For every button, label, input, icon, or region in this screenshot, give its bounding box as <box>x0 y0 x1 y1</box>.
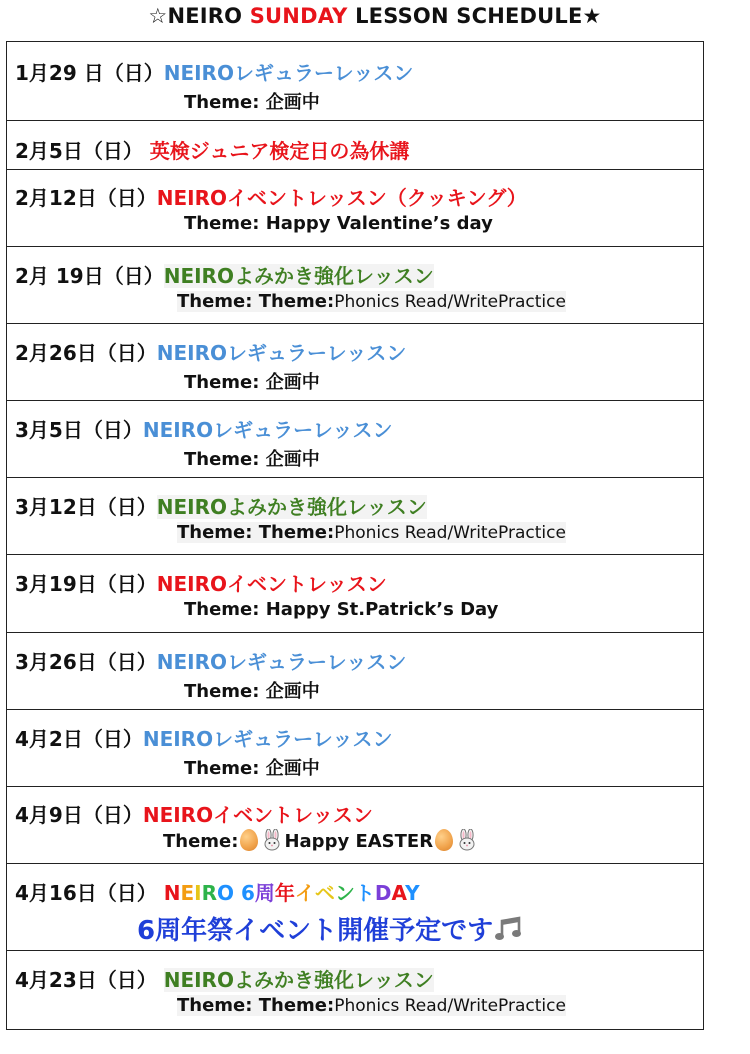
lesson-theme: Theme: 企画中 <box>184 449 320 470</box>
lesson-title: NEIROイベントレッスン <box>156 572 387 596</box>
lesson-title: NEIROレギュラーレッスン <box>142 418 393 442</box>
star-filled-icon: ★ <box>582 4 602 28</box>
rainbow-title-char: A <box>391 881 406 905</box>
lesson-title: NEIROイベントレッスン <box>142 803 373 827</box>
rainbow-title-char: 周 <box>254 881 275 905</box>
lesson-title: NEIROレギュラーレッスン <box>156 650 407 674</box>
lesson-date: 4月9日（日） <box>15 803 143 827</box>
lesson-title: NEIROレギュラーレッスン <box>163 61 414 85</box>
schedule-row <box>7 324 703 401</box>
rainbow-title-char: D <box>374 881 392 905</box>
lesson-date: 2月26日（日） <box>15 341 157 365</box>
lesson-title: NEIROレギュラーレッスン <box>156 341 407 365</box>
schedule-row <box>7 864 703 951</box>
schedule-row <box>7 170 703 247</box>
lesson-date: 4月23日（日） <box>15 968 164 992</box>
lesson-theme: Theme: Happy EASTER <box>163 829 479 856</box>
music-note-icon <box>495 916 523 949</box>
rainbow-title-char: イ <box>294 881 315 905</box>
lesson-date: 3月19日（日） <box>15 572 157 596</box>
lesson-title: NEIROイベントレッスン（クッキング） <box>156 186 527 210</box>
lesson-date: 3月5日（日） <box>15 418 143 442</box>
lesson-theme: Theme: Theme:Phonics Read/WritePractice <box>177 522 566 543</box>
schedule-row <box>7 478 703 555</box>
rainbow-title-char: R <box>201 881 217 905</box>
lesson-date: 3月26日（日） <box>15 650 157 674</box>
schedule-row <box>7 247 703 324</box>
lesson-date: 2月5日（日） <box>15 139 143 163</box>
rainbow-title-char: O <box>217 881 235 905</box>
bunny-icon <box>457 829 477 856</box>
rainbow-title-char: ト <box>354 881 375 905</box>
schedule-row <box>7 787 703 864</box>
lesson-theme: Theme: Happy Valentine’s day <box>184 213 493 234</box>
schedule-table <box>6 41 704 1030</box>
lesson-title: 英検ジュニア検定日の為休講 <box>142 139 410 163</box>
lesson-title: NEIROよみかき強化レッスン <box>163 264 434 288</box>
lesson-title: NEIROよみかき強化レッスン <box>163 968 434 992</box>
rainbow-title-char: 6 <box>240 881 255 905</box>
rainbow-title-char: ベ <box>314 881 335 905</box>
rainbow-title-char: ン <box>334 881 355 905</box>
lesson-date: 4月2日（日） <box>15 727 143 751</box>
schedule-row <box>7 401 703 478</box>
lesson-theme: Theme: Theme:Phonics Read/WritePractice <box>177 291 566 312</box>
schedule-row <box>7 633 703 710</box>
rainbow-title-char: N <box>163 881 181 905</box>
bunny-icon <box>262 829 282 856</box>
schedule-row <box>7 42 703 121</box>
rainbow-title-char: 年 <box>274 881 295 905</box>
schedule-row <box>7 710 703 787</box>
rainbow-title-char: I <box>194 881 202 905</box>
lesson-date: 4月16日（日） <box>15 881 164 905</box>
lesson-theme: Theme: Happy St.Patrick’s Day <box>184 599 499 620</box>
lesson-title <box>164 881 420 905</box>
lesson-date: 1月29 日（日） <box>15 61 164 85</box>
egg-icon <box>435 829 453 851</box>
schedule-title: ☆NEIRO SUNDAY LESSON SCHEDULE★ <box>148 4 602 28</box>
rainbow-title-char: Y <box>405 881 420 905</box>
lesson-date: 2月12日（日） <box>15 186 157 210</box>
rainbow-title-char <box>234 881 241 905</box>
lesson-title: NEIROレギュラーレッスン <box>142 727 393 751</box>
lesson-subtitle: 6周年祭イベント開催予定です <box>137 910 523 949</box>
lesson-theme: Theme: 企画中 <box>184 758 320 779</box>
schedule-row <box>7 555 703 633</box>
lesson-theme: Theme: 企画中 <box>184 92 320 113</box>
egg-icon <box>240 829 258 851</box>
lesson-theme: Theme: Theme:Phonics Read/WritePractice <box>177 995 566 1016</box>
star-outline-icon: ☆ <box>148 4 168 28</box>
lesson-theme: Theme: 企画中 <box>184 372 320 393</box>
lesson-date: 2月 19日（日） <box>15 264 164 288</box>
schedule-row <box>7 121 703 170</box>
lesson-date: 3月12日（日） <box>15 495 157 519</box>
rainbow-title-char: E <box>180 881 195 905</box>
lesson-theme: Theme: 企画中 <box>184 681 320 702</box>
schedule-row <box>7 951 703 1029</box>
lesson-title: NEIROよみかき強化レッスン <box>156 495 427 519</box>
